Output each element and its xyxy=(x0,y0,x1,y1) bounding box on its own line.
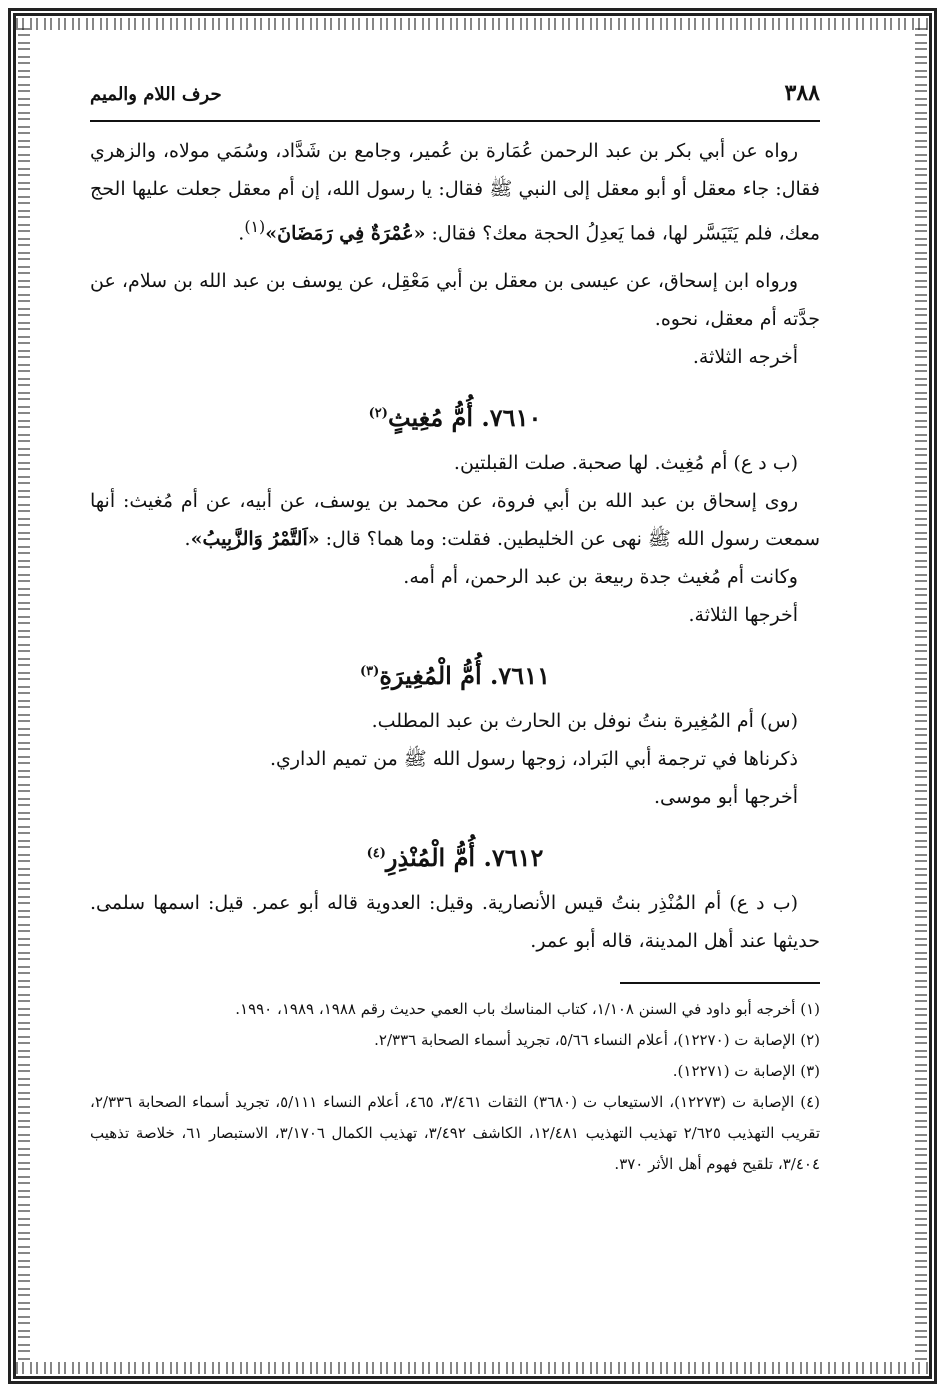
entry-title: ٧٦١٠. أُمُّ مُغِيثٍ$^{(٢)}$ xyxy=(368,403,542,433)
intro-paragraph-2: ورواه ابن إسحاق، عن عيسى بن معقل بن أبي مَعْقِل، عن يوسف بن عبد الله بن سلام، عن جدَّته أم معقل، نحوه. xyxy=(90,270,820,331)
intro-text: رواه عن أبي بكر بن عبد الرحمن عُمَارة بن عُمير، وجامع بن شَدَّاد، وسُمَي مولاه، والزهري فقال: جاء معقل أو أبو معقل إلى النبي ﷺ فقال: يا رسول الله، إن أم معقل جعلت عليها الحج معك، فلم يَتَيَسَّر لها، فما يَعدِلُ الحجة معك؟ فقال: xyxy=(90,140,820,245)
footnote: (٣) الإصابة ت (١٢٢٧١). xyxy=(672,1062,820,1081)
border-ornament-top xyxy=(16,18,929,30)
footnotes xyxy=(90,994,820,1180)
footnote: (١) أخرجه أبو داود في السنن ١/١٠٨، كتاب المناسك باب العمي حديث رقم ١٩٨٨، ١٩٨٩، ١٩٩٠. xyxy=(235,1000,820,1019)
footnote-ref: (٢) xyxy=(368,406,388,422)
entry-paragraph: أخرجها أبو موسى. xyxy=(653,786,798,809)
footnote-ref: (٤) xyxy=(366,846,386,862)
entry-paragraph: (س) أم المُغِيرة بنتُ نوفل بن الحارث بن عبد المطلب. xyxy=(371,710,798,733)
hadith-quote: «اَلتَّمْرُ وَالزَّبِيبُ» xyxy=(190,528,320,551)
entry-title: ٧٦١١. أُمُّ الْمُغِيرَةِ$^{(٣)}$ xyxy=(360,661,550,691)
page-content xyxy=(90,80,820,1180)
entry-paragraph: (ب د ع) أم المُنْذِر بنتُ قيس الأنصارية. وقيل: العدوية قاله أبو عمر. قيل: اسمها سلمى. حديثها عند أهل المدينة، قاله أبو عمر. xyxy=(90,892,820,953)
footnote-divider xyxy=(620,982,820,984)
intro-paragraph: رواه عن أبي بكر بن عبد الرحمن عُمَارة بن عُمير، وجامع بن شَدَّاد، وسُمَي مولاه، والزهري فقال: جاء معقل أو أبو معقل إلى النبي ﷺ فقال: يا رسول الله، إن أم معقل جعلت عليها الحج معك، فلم يَتَيَسَّر لها، فما يَعدِلُ الحجة معك؟ فقال: «عُمْرَةٌ فِي رَمَضَانَ»$^{(١)}$. xyxy=(90,140,820,245)
footnote: (٢) الإصابة ت (١٢٢٧٠)، أعلام النساء ٥/٦٦، تجريد أسماء الصحابة ٢/٣٣٦. xyxy=(374,1031,820,1050)
footnote-ref: (١) xyxy=(244,217,266,236)
border-ornament-bottom xyxy=(16,1362,929,1374)
running-title: حرف اللام والميم xyxy=(90,84,222,105)
entry-paragraph: (ب د ع) أم مُغِيث. لها صحبة. صلت القبلتين. xyxy=(453,452,798,475)
page-number: ٣٨٨ xyxy=(784,80,820,106)
footnote-ref: (٣) xyxy=(360,664,380,680)
border-ornament-right xyxy=(915,28,927,1362)
border-ornament-left xyxy=(18,28,30,1362)
intro-paragraph-3: أخرجه الثلاثة. xyxy=(692,346,798,369)
entry-title: ٧٦١٢. أُمُّ الْمُنْذِرِ$^{(٤)}$ xyxy=(366,843,544,873)
entry-paragraph: روى إسحاق بن عبد الله بن أبي فروة، عن محمد بن يوسف، عن أبيه، عن أم مُغيث: أنها سمعت رسول الله ﷺ نهى عن الخليطين. فقلت: وما هما؟ قال: «اَلتَّمْرُ وَالزَّبِيبُ». xyxy=(90,490,820,551)
hadith-quote: «عُمْرَةٌ فِي رَمَضَانَ» xyxy=(265,222,426,245)
entry-paragraph: وكانت أم مُغيث جدة ربيعة بن عبد الرحمن، أم أمه. xyxy=(403,566,798,589)
footnote: (٤) الإصابة ت (١٢٢٧٣)، الاستيعاب ت (٣٦٨٠) الثقات ٣/٤٦١، ٤٦٥، أعلام النساء ٥/١١١، تجريد أسماء الصحابة ٢/٣٣٦، تقريب التهذيب ٢/٦٢٥ تهذيب التهذيب ١٢/٤٨١، الكاشف ٣/٤٩٢، تهذيب الكمال ٣/١٧٠٦، الاستبصار ٦١، خلاصة تذهيب ٣/٤٠٤، تلقيح فهوم أهل الأثر ٣٧٠. xyxy=(90,1093,820,1174)
entry-paragraph: ذكرناها في ترجمة أبي البَراد، زوجها رسول الله ﷺ من تميم الداري. xyxy=(269,748,798,771)
entry-paragraph: أخرجها الثلاثة. xyxy=(688,604,798,627)
running-header xyxy=(90,80,820,122)
